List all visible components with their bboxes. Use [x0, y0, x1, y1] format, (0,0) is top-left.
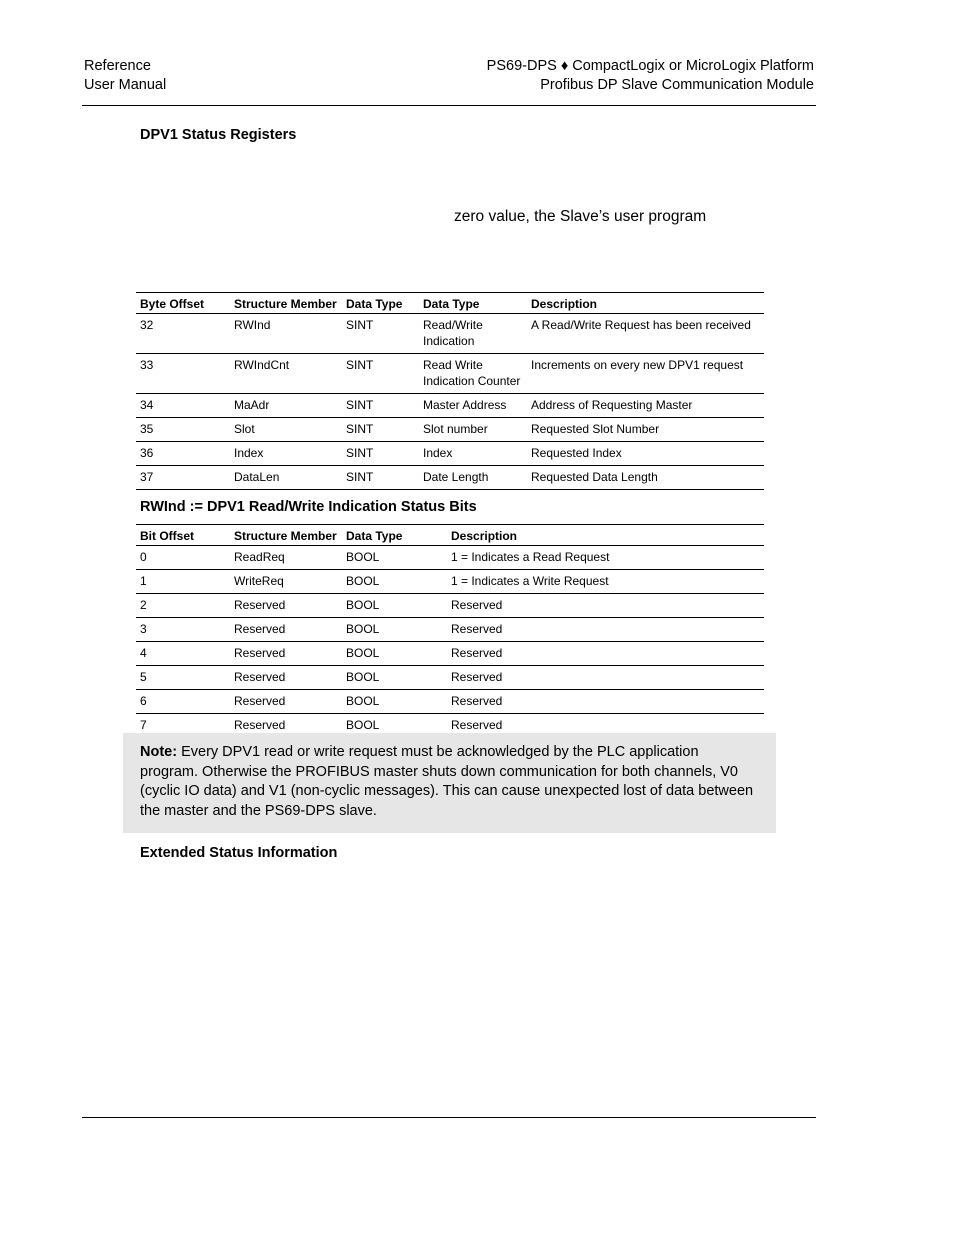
- body-text-fragment: zero value, the Slave’s user program: [454, 208, 707, 225]
- table-cell: 7: [136, 714, 230, 738]
- table-cell: Reserved: [230, 690, 342, 714]
- footer-divider: [82, 1117, 816, 1118]
- table-cell: 1 = Indicates a Write Request: [447, 570, 764, 594]
- table-cell: Reserved: [447, 594, 764, 618]
- table-cell: 36: [136, 442, 230, 466]
- table-cell: BOOL: [342, 594, 447, 618]
- table-cell: SINT: [342, 442, 419, 466]
- table-row: [136, 418, 764, 442]
- table-cell: Read/Write Indication: [419, 314, 527, 354]
- table-row: [136, 546, 764, 570]
- table-cell: Master Address: [419, 394, 527, 418]
- table-cell: 3: [136, 618, 230, 642]
- table-cell: Increments on every new DPV1 request: [527, 354, 764, 394]
- table-cell: A Read/Write Request has been received: [527, 314, 764, 354]
- table-cell: BOOL: [342, 666, 447, 690]
- table-cell: Slot number: [419, 418, 527, 442]
- rwind-status-bits-table: [136, 524, 764, 738]
- header-module-name: Profibus DP Slave Communication Module: [540, 77, 814, 93]
- table-cell: Requested Slot Number: [527, 418, 764, 442]
- note-label: Note:: [140, 744, 178, 760]
- table-cell: Address of Requesting Master: [527, 394, 764, 418]
- table-cell: WriteReq: [230, 570, 342, 594]
- column-header: Data Type: [419, 293, 527, 314]
- table-cell: 35: [136, 418, 230, 442]
- header-left: [84, 57, 166, 95]
- header-product-name: PS69-DPS ♦ CompactLogix or MicroLogix Platform: [486, 58, 814, 74]
- table-cell: Read Write Indication Counter: [419, 354, 527, 394]
- table-cell: 33: [136, 354, 230, 394]
- table-cell: Reserved: [230, 714, 342, 738]
- note-text: Every DPV1 read or write request must be acknowledged by the PLC application program. Otherwise the PROFIBUS master shuts down communication for both channels, V0 (cyclic IO data) and V1 (non-cyclic messages). This can cause unexpected lost of data between the master and the PS69-DPS slave.: [140, 744, 754, 819]
- column-header: Byte Offset: [136, 293, 230, 314]
- table-cell: RWIndCnt: [230, 354, 342, 394]
- table-header-row: [136, 293, 764, 314]
- table-cell: 0: [136, 546, 230, 570]
- table-cell: RWInd: [230, 314, 342, 354]
- table-row: [136, 394, 764, 418]
- table-cell: SINT: [342, 354, 419, 394]
- table-cell: 1 = Indicates a Read Request: [447, 546, 764, 570]
- table-row: [136, 354, 764, 394]
- table-cell: 2: [136, 594, 230, 618]
- table-cell: Reserved: [447, 690, 764, 714]
- table-cell: SINT: [342, 394, 419, 418]
- table-cell: Index: [419, 442, 527, 466]
- column-header: Description: [527, 293, 764, 314]
- table-row: [136, 618, 764, 642]
- column-header: Structure Member: [230, 293, 342, 314]
- column-header: Bit Offset: [136, 525, 230, 546]
- column-header: Data Type: [342, 525, 447, 546]
- table-cell: 34: [136, 394, 230, 418]
- table-cell: Reserved: [447, 714, 764, 738]
- table-cell: BOOL: [342, 570, 447, 594]
- header-divider: [82, 105, 816, 106]
- table-cell: BOOL: [342, 690, 447, 714]
- table-cell: SINT: [342, 314, 419, 354]
- table2-body: [136, 546, 764, 738]
- table-cell: 32: [136, 314, 230, 354]
- table-cell: BOOL: [342, 546, 447, 570]
- table-cell: MaAdr: [230, 394, 342, 418]
- table-cell: 37: [136, 466, 230, 490]
- section-heading-rwind-bits: RWInd := DPV1 Read/Write Indication Status Bits: [140, 499, 477, 515]
- table-cell: Reserved: [230, 666, 342, 690]
- table-cell: SINT: [342, 466, 419, 490]
- table-cell: Reserved: [230, 594, 342, 618]
- table-cell: DataLen: [230, 466, 342, 490]
- table-cell: 4: [136, 642, 230, 666]
- table-cell: 5: [136, 666, 230, 690]
- table-cell: BOOL: [342, 642, 447, 666]
- table-header-row: [136, 525, 764, 546]
- column-header: Data Type: [342, 293, 419, 314]
- table-cell: Index: [230, 442, 342, 466]
- header-manual-name: User Manual: [84, 77, 167, 93]
- table-cell: Date Length: [419, 466, 527, 490]
- table-cell: BOOL: [342, 714, 447, 738]
- table-cell: Reserved: [447, 618, 764, 642]
- section-heading-extended-status: Extended Status Information: [140, 845, 338, 861]
- table-cell: BOOL: [342, 618, 447, 642]
- header-section-name: Reference: [84, 58, 151, 74]
- table-row: [136, 666, 764, 690]
- table-row: [136, 594, 764, 618]
- table-cell: 6: [136, 690, 230, 714]
- table-cell: 1: [136, 570, 230, 594]
- table-cell: Reserved: [447, 666, 764, 690]
- table-cell: Requested Data Length: [527, 466, 764, 490]
- table-row: [136, 314, 764, 354]
- table-cell: Reserved: [230, 618, 342, 642]
- table-cell: Reserved: [447, 642, 764, 666]
- table-cell: ReadReq: [230, 546, 342, 570]
- dpv1-status-registers-table: [136, 292, 764, 490]
- table-cell: Reserved: [230, 642, 342, 666]
- note-box: [123, 733, 776, 833]
- table-row: [136, 690, 764, 714]
- table-row: [136, 466, 764, 490]
- column-header: Description: [447, 525, 764, 546]
- table-row: [136, 570, 764, 594]
- table-row: [136, 642, 764, 666]
- table-cell: Slot: [230, 418, 342, 442]
- table-cell: SINT: [342, 418, 419, 442]
- table1-body: [136, 314, 764, 490]
- column-header: Structure Member: [230, 525, 342, 546]
- section-heading-dpv1-status: DPV1 Status Registers: [140, 127, 297, 143]
- table-cell: Requested Index: [527, 442, 764, 466]
- header-right: [487, 57, 814, 95]
- table-row: [136, 442, 764, 466]
